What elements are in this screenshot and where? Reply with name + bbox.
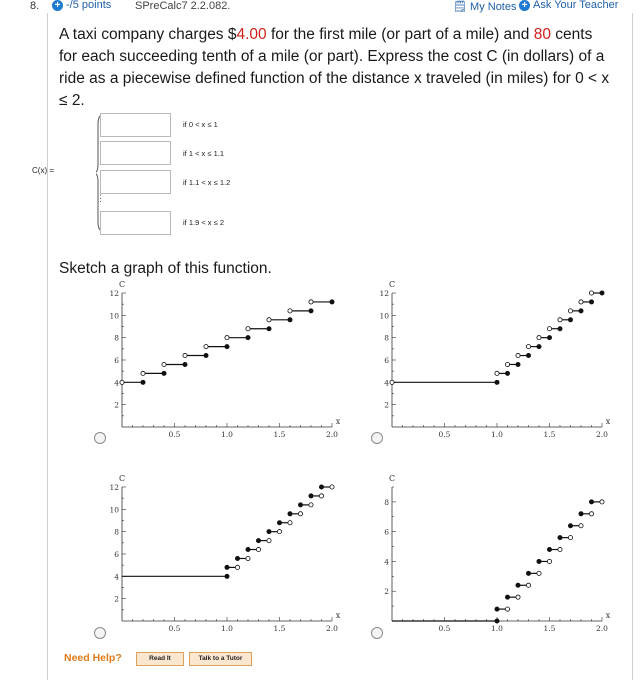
closed-endpoint — [225, 345, 229, 349]
y-tick-label: 10 — [379, 311, 389, 321]
closed-endpoint — [537, 345, 541, 349]
closed-endpoint — [526, 571, 530, 575]
open-endpoint — [256, 547, 260, 551]
my-notes-link[interactable] — [453, 0, 517, 13]
graph-option-c — [104, 471, 354, 636]
open-endpoint — [568, 309, 572, 313]
open-endpoint — [537, 336, 541, 340]
my-notes-label: My Notes — [470, 1, 517, 13]
open-endpoint — [589, 512, 593, 516]
x-axis-label: x — [605, 611, 611, 620]
open-endpoint — [267, 318, 271, 322]
question-prompt — [59, 24, 614, 112]
closed-endpoint — [277, 521, 281, 525]
x-axis-label: x — [605, 417, 611, 426]
open-endpoint — [277, 530, 281, 534]
radio-option-c[interactable] — [94, 627, 106, 639]
open-endpoint — [141, 371, 145, 375]
closed-endpoint — [568, 318, 572, 322]
plus-icon: + — [52, 0, 63, 11]
open-endpoint — [267, 539, 271, 543]
cost-value: 4.00 — [236, 26, 267, 43]
open-endpoint — [390, 380, 394, 384]
graph-option-a — [104, 277, 354, 442]
x-tick-label: 2.0 — [326, 624, 338, 633]
y-axis-label: C — [388, 280, 396, 289]
open-endpoint — [579, 300, 583, 304]
x-tick-label: 0.5 — [168, 624, 181, 633]
open-endpoint — [579, 524, 583, 528]
piece-input-3[interactable] — [100, 170, 171, 194]
points-text: -/5 points — [66, 0, 112, 11]
open-endpoint — [246, 327, 250, 331]
closed-endpoint — [568, 524, 572, 528]
closed-endpoint — [547, 547, 551, 551]
x-tick-label: 1.5 — [273, 430, 286, 439]
cents-value: 80 — [533, 26, 551, 43]
y-tick-label: 8 — [384, 333, 389, 343]
x-tick-label: 1.0 — [491, 624, 503, 633]
closed-endpoint — [246, 336, 250, 340]
x-tick-label: 2.0 — [596, 430, 608, 439]
closed-endpoint — [579, 309, 583, 313]
y-tick-label: 4 — [114, 572, 119, 582]
closed-endpoint — [256, 539, 260, 543]
closed-endpoint — [516, 362, 520, 366]
y-tick-label: 2 — [114, 594, 119, 604]
closed-endpoint — [298, 503, 302, 507]
closed-endpoint — [309, 309, 313, 313]
read-it-button[interactable]: Read It — [136, 652, 184, 666]
closed-endpoint — [319, 485, 323, 489]
open-endpoint — [537, 571, 541, 575]
y-tick-label: 12 — [109, 483, 119, 492]
open-endpoint — [162, 362, 166, 366]
y-tick-label: 6 — [384, 356, 389, 365]
open-endpoint — [600, 500, 604, 504]
plus-icon: + — [519, 0, 530, 11]
ellipsis: ⋮ — [96, 193, 105, 203]
y-tick-label: 4 — [384, 557, 389, 567]
open-endpoint — [288, 521, 292, 525]
closed-endpoint — [288, 512, 292, 516]
open-endpoint — [495, 371, 499, 375]
x-tick-label: 2.0 — [326, 430, 338, 439]
closed-endpoint — [225, 565, 229, 569]
open-endpoint — [204, 345, 208, 349]
y-tick-label: 10 — [109, 311, 119, 321]
x-tick-label: 0.5 — [438, 624, 451, 633]
prompt-part1: A taxi company charges $ — [59, 26, 237, 43]
prompt-part3: cents for each succeeding tenth of a mile (or part). Express the cost C (in dollars) of a ride as a piecewise defined function of the distance x traveled (in miles) for 0 < x ≤ 2. — [59, 26, 610, 109]
closed-endpoint — [267, 327, 271, 331]
y-axis-label: C — [388, 474, 396, 483]
x-tick-label: 1.0 — [491, 430, 503, 439]
y-tick-label: 2 — [114, 400, 119, 410]
prompt-part2: for the first mile (or part of a mile) and — [266, 26, 534, 43]
closed-endpoint — [505, 371, 509, 375]
piece-input-4[interactable] — [100, 211, 171, 235]
open-endpoint — [309, 300, 313, 304]
notes-icon: 🗒 — [453, 1, 467, 13]
points-badge[interactable] — [52, 0, 111, 11]
x-axis-label: x — [335, 417, 341, 426]
x-tick-label: 1.0 — [221, 430, 233, 439]
open-endpoint — [235, 565, 239, 569]
y-tick-label: 2 — [384, 587, 389, 597]
x-tick-label: 1.0 — [221, 624, 233, 633]
ask-teacher-link[interactable] — [519, 0, 618, 11]
closed-endpoint — [505, 595, 509, 599]
open-endpoint — [516, 595, 520, 599]
y-tick-label: 6 — [114, 550, 119, 559]
x-tick-label: 1.5 — [543, 430, 556, 439]
graph-option-b — [374, 277, 624, 442]
open-endpoint — [319, 494, 323, 498]
closed-endpoint — [589, 300, 593, 304]
piece-input-2[interactable] — [100, 141, 171, 165]
closed-endpoint — [183, 362, 187, 366]
y-tick-label: 12 — [379, 289, 389, 298]
open-endpoint — [558, 318, 562, 322]
open-endpoint — [246, 556, 250, 560]
open-endpoint — [568, 536, 572, 540]
y-tick-label: 2 — [384, 400, 389, 410]
piece-condition-2: if 1 < x ≤ 1.1 — [183, 149, 225, 158]
open-endpoint — [589, 291, 593, 295]
open-endpoint — [309, 503, 313, 507]
closed-endpoint — [225, 574, 229, 578]
talk-to-tutor-button[interactable]: Talk to a Tutor — [189, 652, 252, 666]
question-header — [0, 0, 641, 14]
closed-endpoint — [141, 380, 145, 384]
y-tick-label: 8 — [114, 527, 119, 537]
closed-endpoint — [162, 371, 166, 375]
piece-condition-4: if 1.9 < x ≤ 2 — [183, 218, 225, 227]
open-endpoint — [547, 327, 551, 331]
closed-endpoint — [267, 530, 271, 534]
y-tick-label: 10 — [109, 505, 119, 515]
closed-endpoint — [495, 607, 499, 611]
y-axis-label: C — [118, 280, 126, 289]
graph-option-d — [374, 471, 624, 636]
y-tick-label: 8 — [114, 333, 119, 343]
x-tick-label: 0.5 — [168, 430, 181, 439]
open-endpoint — [288, 309, 292, 313]
closed-endpoint — [288, 318, 292, 322]
open-endpoint — [298, 512, 302, 516]
ask-teacher-label: Ask Your Teacher — [533, 0, 619, 11]
closed-endpoint — [309, 494, 313, 498]
x-tick-label: 2.0 — [596, 624, 608, 633]
open-endpoint — [225, 336, 229, 340]
open-endpoint — [505, 362, 509, 366]
open-endpoint — [526, 583, 530, 587]
open-endpoint — [183, 353, 187, 357]
closed-endpoint — [330, 300, 334, 304]
open-endpoint — [547, 559, 551, 563]
closed-endpoint — [537, 559, 541, 563]
x-tick-label: 0.5 — [438, 430, 451, 439]
closed-endpoint — [547, 336, 551, 340]
closed-endpoint — [495, 619, 499, 623]
y-axis-label: C — [118, 474, 126, 483]
function-label: C(x) = — [32, 166, 54, 175]
y-tick-label: 8 — [384, 497, 389, 507]
open-endpoint — [330, 485, 334, 489]
y-tick-label: 4 — [384, 378, 389, 388]
question-number: 8. — [30, 0, 40, 12]
x-tick-label: 1.5 — [273, 624, 286, 633]
radio-option-a[interactable] — [94, 432, 106, 444]
y-tick-label: 12 — [109, 289, 119, 298]
closed-endpoint — [589, 500, 593, 504]
closed-endpoint — [246, 547, 250, 551]
y-tick-label: 4 — [114, 378, 119, 388]
closed-endpoint — [600, 291, 604, 295]
open-endpoint — [120, 380, 124, 384]
y-tick-label: 6 — [384, 527, 389, 537]
closed-endpoint — [526, 353, 530, 357]
radio-option-b[interactable] — [371, 432, 383, 444]
piece-condition-3: if 1.1 < x ≤ 1.2 — [183, 178, 231, 187]
open-endpoint — [558, 547, 562, 551]
radio-option-d[interactable] — [371, 627, 383, 639]
open-endpoint — [505, 607, 509, 611]
piece-condition-1: if 0 < x ≤ 1 — [183, 120, 218, 129]
closed-endpoint — [495, 380, 499, 384]
closed-endpoint — [204, 353, 208, 357]
open-endpoint — [526, 345, 530, 349]
need-help-label: Need Help? — [64, 652, 122, 664]
x-tick-label: 1.5 — [543, 624, 556, 633]
open-endpoint — [516, 353, 520, 357]
closed-endpoint — [516, 583, 520, 587]
y-tick-label: 6 — [114, 356, 119, 365]
closed-endpoint — [558, 536, 562, 540]
piece-input-1[interactable] — [100, 113, 171, 137]
problem-code: SPreCalc7 2.2.082. — [135, 0, 231, 12]
closed-endpoint — [235, 556, 239, 560]
closed-endpoint — [558, 327, 562, 331]
closed-endpoint — [579, 512, 583, 516]
x-axis-label: x — [335, 611, 341, 620]
sketch-instruction: Sketch a graph of this function. — [59, 260, 272, 277]
